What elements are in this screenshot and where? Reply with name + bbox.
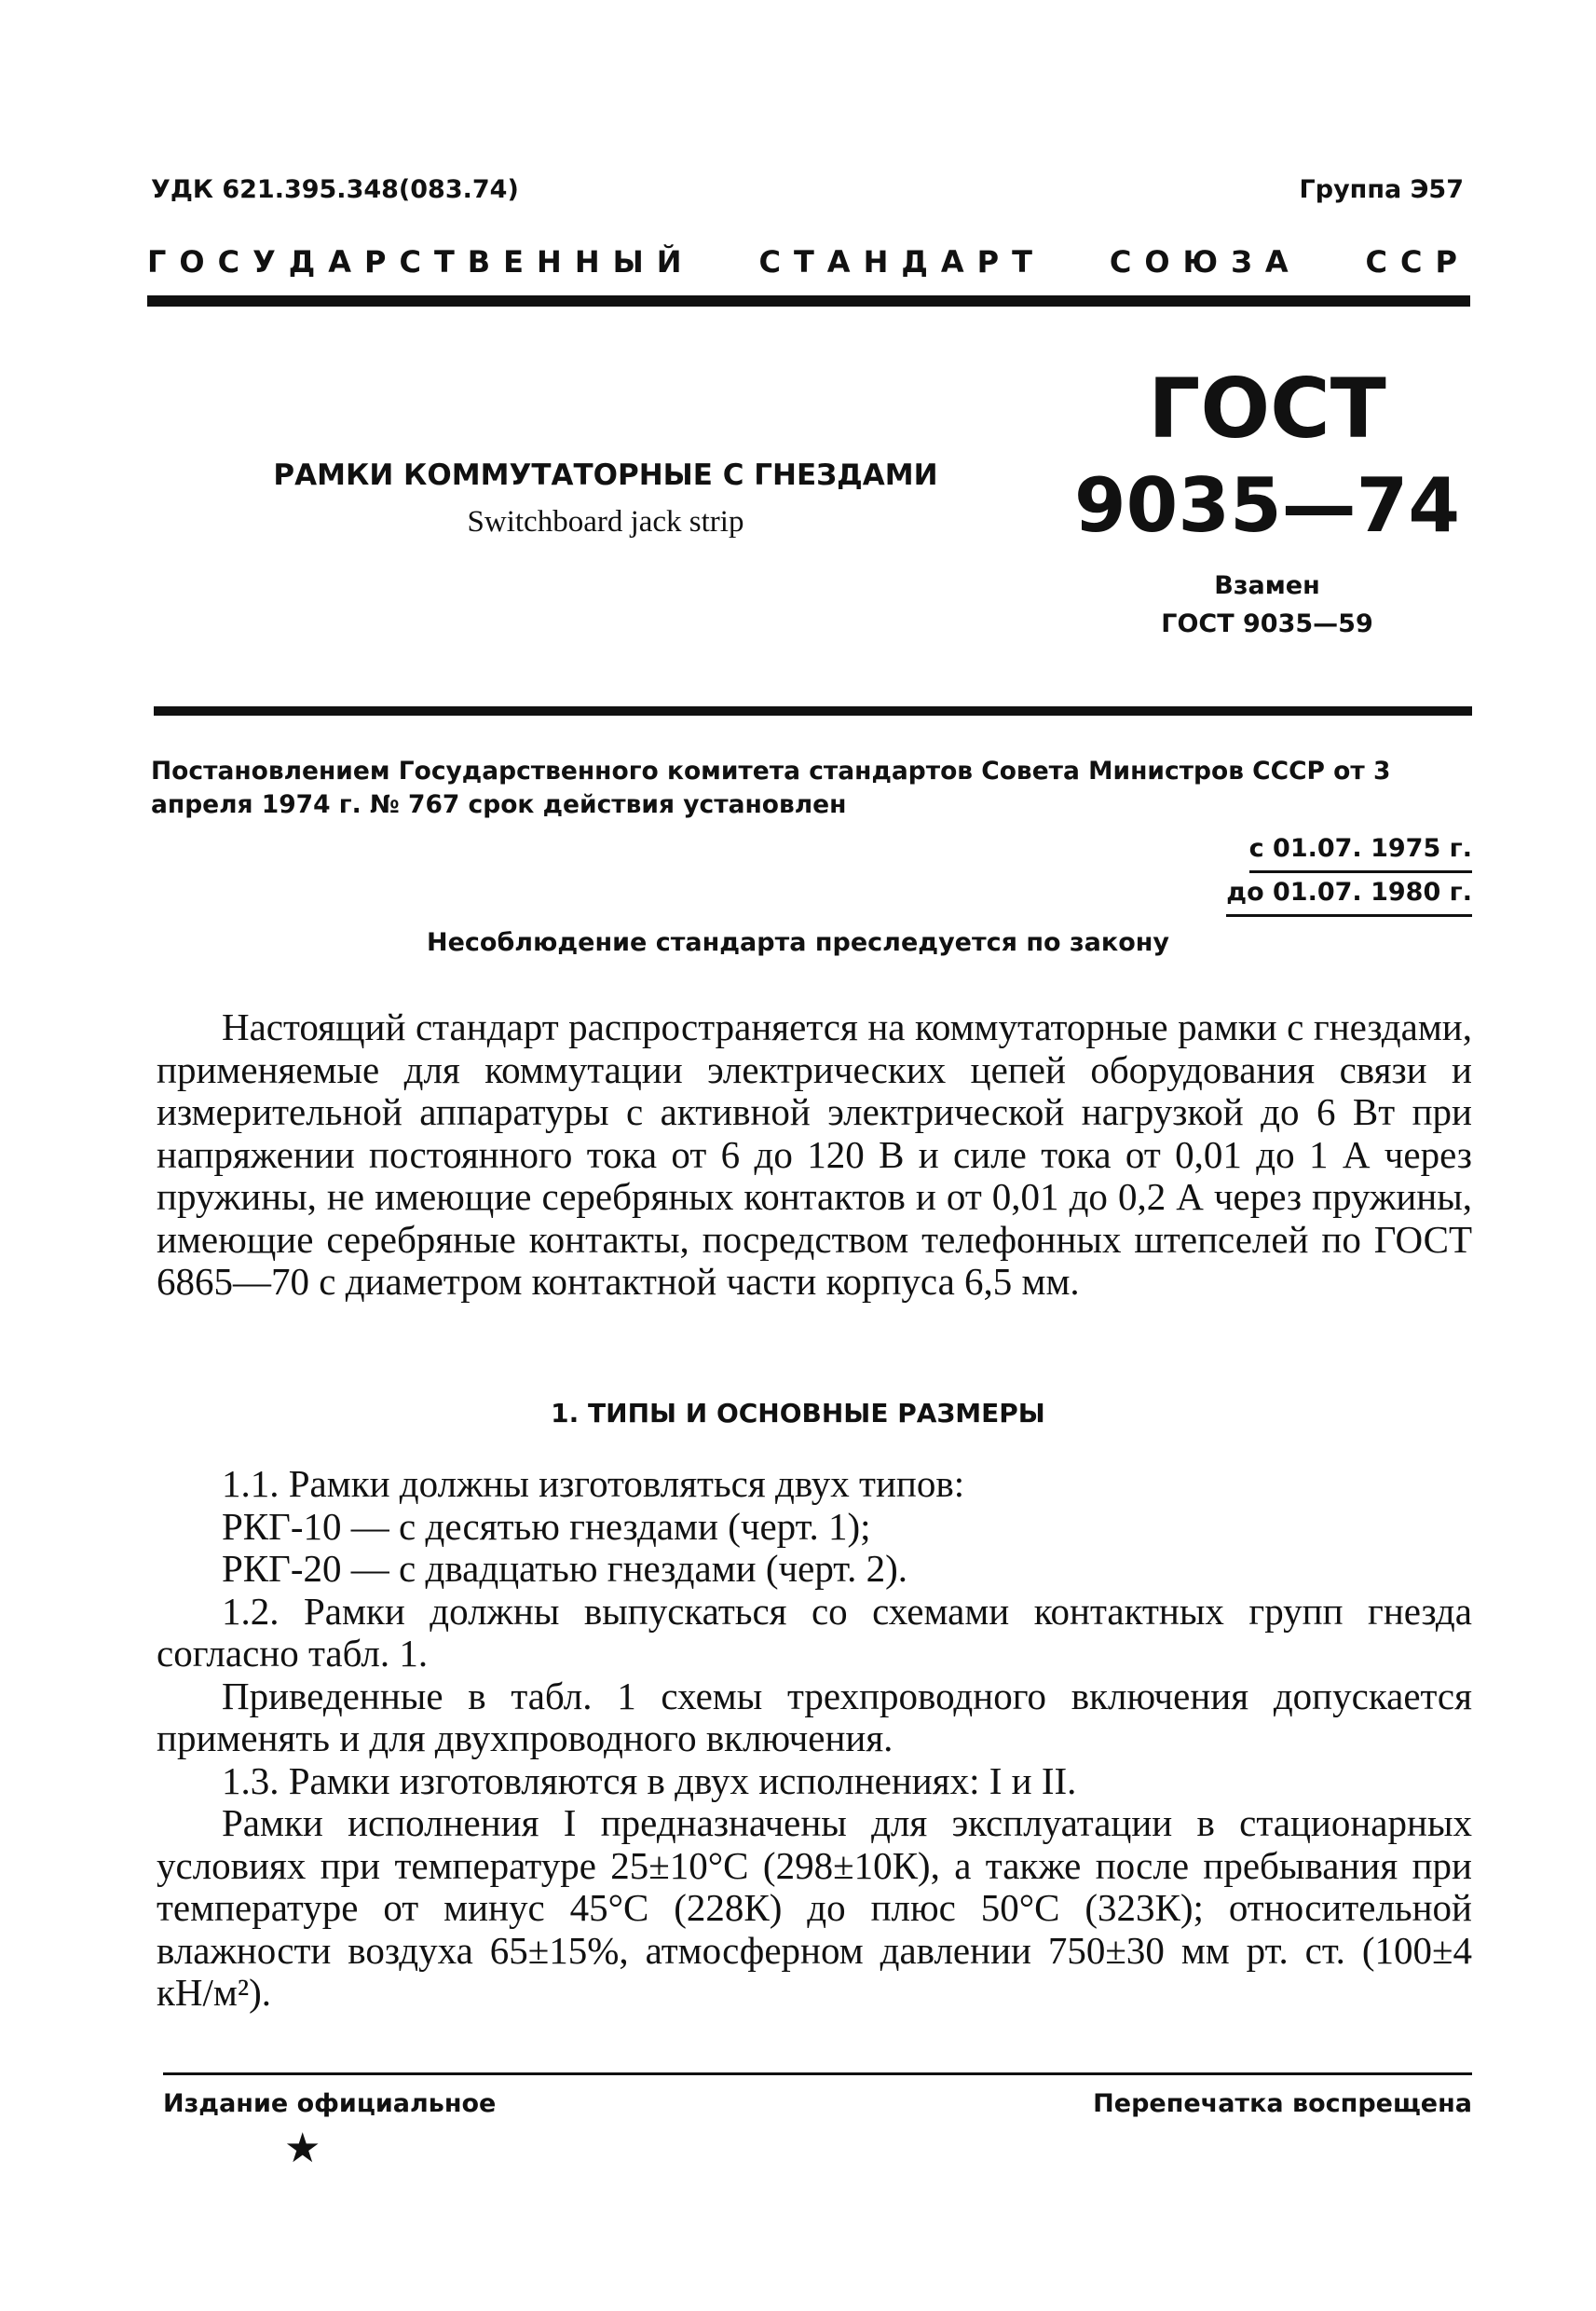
gost-designation bbox=[1071, 361, 1463, 638]
standard-title bbox=[252, 458, 960, 540]
paragraph: 1.2. Рамки должны выпускаться со схемами контактных групп гнезда согласно табл. 1. bbox=[157, 1589, 1472, 1675]
header-rule bbox=[147, 295, 1470, 307]
udc-code: УДК 621.395.348(083.74) bbox=[151, 175, 519, 204]
paragraph: 1.3. Рамки изготовляются в двух исполнениях: I и II. bbox=[222, 1758, 1077, 1802]
banner-word-2: СТАНДАРТ bbox=[758, 244, 1045, 280]
paragraph: РКГ-20 — с двадцатью гнездами (черт. 2). bbox=[222, 1547, 908, 1590]
state-standard-banner bbox=[147, 244, 1470, 280]
validity-dates bbox=[1226, 829, 1472, 917]
paragraph: РКГ-10 — с десятью гнездами (черт. 1); bbox=[222, 1504, 871, 1548]
date-from: с 01.07. 1975 г. bbox=[1249, 829, 1472, 873]
reprint-forbidden: Перепечатка воспрещена bbox=[1093, 2089, 1472, 2118]
banner-word-1: ГОСУДАРСТВЕННЫЙ bbox=[147, 244, 695, 280]
intro-paragraph: Настоящий стандарт распространяется на коммутаторные рамки с гнездами, применяемые для коммутации электрических цепей оборудования связи и измерительной аппаратуры с активной электрической нагрузкой до 6 Вт при напряжении постоянного тока от 6 до 120 В и силе тока от 0,01 до 1 А через пружины, не имеющие серебряных контактов и от 0,01 до 0,2 А через пружины, имеющие серебряные контакты, посредством телефонных штепселей по ГОСТ 6865—70 с диаметром контактной части корпуса 6,5 мм. bbox=[157, 1005, 1472, 1303]
paragraph: Рамки исполнения I предназначены для эксплуатации в стационарных условиях при температуре 25±10°С (298±10К), а также после пребывания при температуре от минус 45°С (228К) до плюс 50°С (323К); относительной влажности воздуха 65±15%, атмосферном давлении 750±30 мм рт. ст. (100±4 кН/м²). bbox=[157, 1801, 1472, 2014]
group-code: Группа Э57 bbox=[1299, 175, 1464, 204]
paragraph: Приведенные в табл. 1 схемы трехпроводного включения допускается применять и для двухпроводного включения. bbox=[157, 1674, 1472, 1759]
title-rule bbox=[154, 706, 1472, 716]
paragraph: 1.1. Рамки должны изготовляться двух типов: bbox=[222, 1462, 965, 1505]
official-edition: Издание официальное bbox=[163, 2089, 497, 2118]
title-ru: РАМКИ КОММУТАТОРНЫЕ С ГНЕЗДАМИ bbox=[273, 458, 938, 492]
date-to: до 01.07. 1980 г. bbox=[1226, 873, 1472, 917]
header-line bbox=[151, 175, 1464, 204]
banner-word-3: СОЮЗА bbox=[1109, 244, 1302, 280]
star-icon: ★ bbox=[284, 2126, 321, 2171]
banner-word-4: ССР bbox=[1365, 244, 1470, 280]
penalty-notice: Несоблюдение стандарта преследуется по закону bbox=[426, 928, 1170, 957]
decree-text: Постановлением Государственного комитета стандартов Совета Министров СССР от 3 апреля 1974 г. № 767 срок действия установлен bbox=[151, 757, 1391, 819]
footer bbox=[163, 2089, 1472, 2118]
section-body bbox=[157, 1463, 1472, 2015]
gost-label: ГОСТ bbox=[1148, 361, 1386, 457]
section-title: 1. ТИПЫ И ОСНОВНЫЕ РАЗМЕРЫ bbox=[551, 1398, 1045, 1429]
replaces-standard: ГОСТ 9035—59 bbox=[1161, 609, 1373, 638]
footer-rule bbox=[163, 2072, 1472, 2075]
gost-number: 9035—74 bbox=[1074, 462, 1460, 549]
title-en: Switchboard jack strip bbox=[467, 505, 744, 539]
replaces-label: Взамен bbox=[1214, 571, 1320, 600]
